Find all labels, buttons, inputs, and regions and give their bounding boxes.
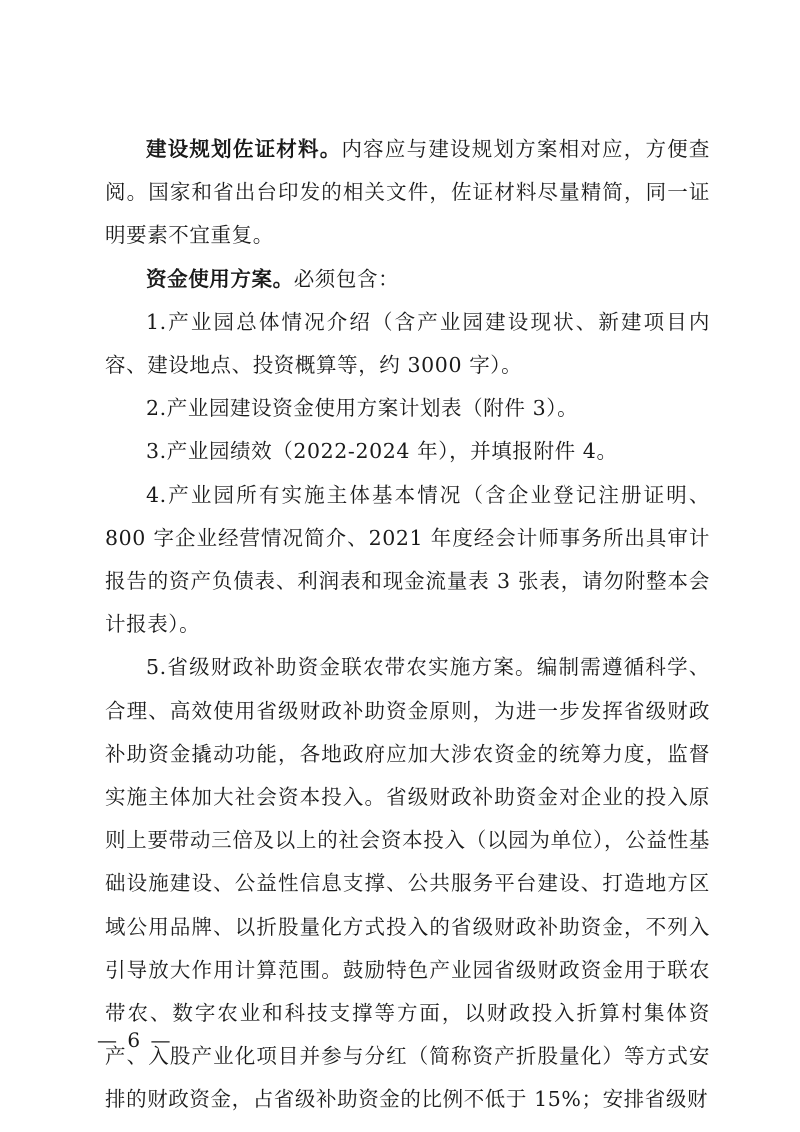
paragraph-text: 1.产业园总体情况介绍（含产业园建设现状、新建项目内容、建设地点、投资概算等，约 3000 字）。: [105, 309, 710, 378]
paragraph-text: 3.产业园绩效（2022-2024 年），并填报附件 4。: [146, 439, 618, 464]
paragraph-text: 内容应与建设规划方案相对应，方便查阅。国家和省出台印发的相关文件，佐证材料尽量精简，同一证明要素不宜重复。: [105, 137, 711, 248]
document-body: [105, 128, 710, 1122]
paragraph-planning-evidence: [105, 128, 710, 258]
list-item-2: [105, 387, 710, 430]
paragraph-lead: 资金使用方案。: [146, 266, 294, 291]
paragraph-text: 5.省级财政补助资金联农带农实施方案。编制需遵循科学、合理、高效使用省级财政补助资金原则，为进一步发挥省级财政补助资金撬动功能，各地政府应加大涉农资金的统筹力度，监督实施主体加大社会资本投入。省级财政补助资金对企业的投入原则上要带动三倍及以上的社会资本投入（以园为单位），公益性基础设施建设、公益性信息支撑、公共服务平台建设、打造地方区域公用品牌、以折股量化方式投入的省级财政补助资金，不列入引导放大作用计算范围。鼓励特色产业园省级财政资金用于联农带农、数字农业和科技支撑等方面，以财政投入折算村集体资产、入股产业化项目并参与分红（简称资产折股量化）等方式安排的财政资金，占省级补助资金的比例不低于 15%；安排省级财: [105, 655, 710, 1112]
page-number: — 6 —: [97, 1028, 173, 1052]
paragraph-text: 必须包含：: [293, 266, 400, 291]
list-item-4: [105, 474, 710, 647]
list-item-3: [105, 430, 710, 473]
list-item-5: [105, 646, 710, 1121]
paragraph-fund-plan: [105, 258, 710, 301]
paragraph-text: 2.产业园建设资金使用方案计划表（附件 3）。: [146, 396, 579, 421]
list-item-1: [105, 301, 710, 387]
paragraph-text: 4.产业园所有实施主体基本情况（含企业登记注册证明、800 字企业经营情况简介、2021 年度经会计师事务所出具审计报告的资产负债表、利润表和现金流量表 3 张表，请勿附整本会计报表）。: [105, 482, 710, 637]
paragraph-lead: 建设规划佐证材料。: [146, 137, 342, 161]
